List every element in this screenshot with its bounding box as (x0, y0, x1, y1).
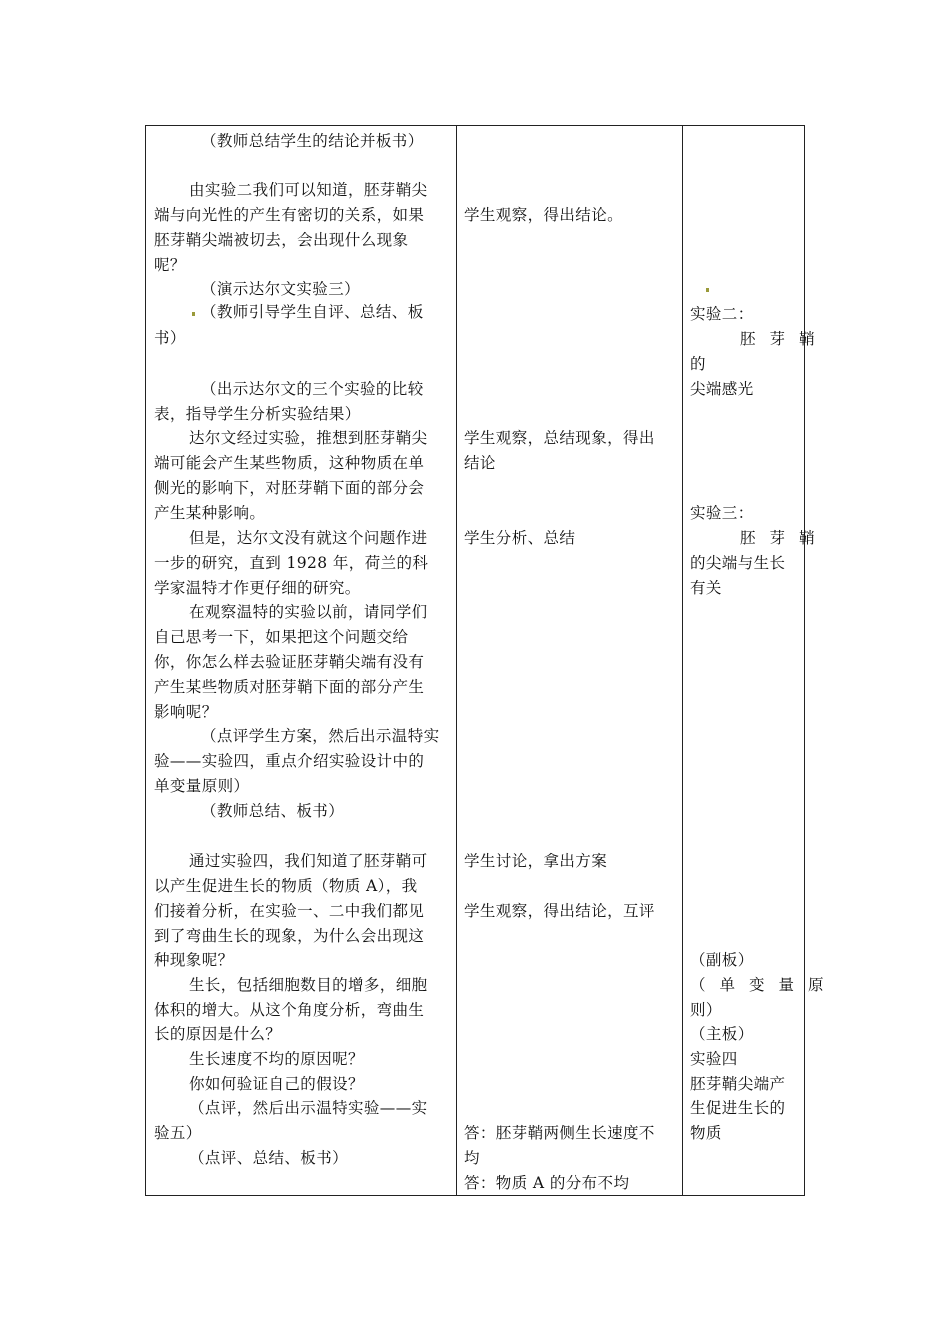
teacher-text-line: （出示达尔文的三个实验的比较 (201, 380, 424, 398)
student-text-line: 答：胚芽鞘两侧生长速度不 (464, 1124, 655, 1142)
student-text-line: 学生观察，得出结论，互评 (464, 902, 655, 920)
teacher-text-line: 在观察温特的实验以前，请同学们 (189, 603, 428, 621)
board-text-line: 的 (690, 355, 706, 373)
teacher-text-line: 通过实验四，我们知道了胚芽鞘可 (189, 852, 428, 870)
teacher-text-line: 生长，包括细胞数目的增多，细胞 (189, 976, 428, 994)
student-text-line: 均 (464, 1149, 480, 1167)
student-text-line: 学生观察，总结现象，得出 (464, 429, 655, 447)
board-text-line: 有关 (690, 579, 722, 597)
teacher-text-line: 学家温特才作更仔细的研究。 (154, 579, 361, 597)
teacher-text-line: （教师引导学生自评、总结、板 (201, 303, 424, 321)
board-text-line: 胚芽鞘 (740, 529, 829, 547)
teacher-text-line: 种现象呢？ (154, 951, 234, 969)
student-text-line: 学生分析、总结 (464, 529, 576, 547)
teacher-text-line: 书） (154, 329, 186, 347)
teacher-text-line: 到了弯曲生长的现象，为什么会出现这 (154, 927, 425, 945)
student-activity-column (456, 126, 682, 1195)
student-text-line: 学生观察，得出结论。 (464, 206, 624, 224)
teacher-text-line: 影响呢？ (154, 703, 218, 721)
board-text-line: 实验二： (690, 305, 754, 323)
mark-dot (706, 288, 709, 292)
teacher-text-line: （教师总结学生的结论并板书） (201, 132, 424, 150)
board-text-line: （单变量原 (690, 976, 838, 994)
teacher-activity-column (146, 126, 456, 1195)
board-text-line: 则） (690, 1001, 722, 1019)
teacher-text-line: 产生某种影响。 (154, 504, 266, 522)
teacher-text-line: 生长速度不均的原因呢？ (189, 1050, 364, 1068)
teacher-text-line: 产生某些物质对胚芽鞘下面的部分产生 (154, 678, 425, 696)
teacher-text-line: 们接着分析，在实验一、二中我们都见 (154, 902, 425, 920)
board-text-line: 生促进生长的 (690, 1099, 786, 1117)
teacher-text-line: 端与向光性的产生有密切的关系，如果 (154, 206, 425, 224)
teacher-text-line: 体积的增大。从这个角度分析，弯曲生 (154, 1001, 425, 1019)
board-text-line: 实验四 (690, 1050, 738, 1068)
teacher-text-line: 一步的研究，直到 1928 年，荷兰的科 (154, 554, 429, 572)
teacher-text-line: 自己思考一下，如果把这个问题交给 (154, 628, 409, 646)
teacher-text-line: （演示达尔文实验三） (201, 280, 361, 298)
board-text-line: 胚芽鞘 (740, 330, 829, 348)
teacher-text-line: 表，指导学生分析实验结果） (154, 405, 361, 423)
teacher-text-line: 呢？ (154, 256, 186, 274)
teacher-text-line: 端可能会产生某些物质，这种物质在单 (154, 454, 425, 472)
board-text-line: 尖端感光 (690, 380, 754, 398)
teacher-text-line: 以产生促进生长的物质（物质 A），我 (154, 877, 418, 895)
board-text-line: 的尖端与生长 (690, 554, 786, 572)
teacher-text-line: （点评、总结、板书） (189, 1149, 349, 1167)
teacher-text-line: 单变量原则） (154, 777, 250, 795)
teacher-text-line: 但是，达尔文没有就这个问题作进 (189, 529, 428, 547)
teacher-text-line: 验五） (154, 1124, 202, 1142)
teacher-text-line: 验——实验四，重点介绍实验设计中的 (154, 752, 425, 770)
teacher-text-line: 侧光的影响下，对胚芽鞘下面的部分会 (154, 479, 425, 497)
teacher-text-line: 由实验二我们可以知道，胚芽鞘尖 (189, 181, 428, 199)
student-text-line: 结论 (464, 454, 496, 472)
teacher-text-line: （点评学生方案，然后出示温特实 (201, 727, 440, 745)
board-text-line: 胚芽鞘尖端产 (690, 1075, 786, 1093)
teacher-text-line: （教师总结、板书） (201, 802, 345, 820)
board-text-line: （副板） (690, 951, 754, 969)
student-text-line: 学生讨论，拿出方案 (464, 852, 608, 870)
teacher-text-line: 胚芽鞘尖端被切去，会出现什么现象 (154, 231, 409, 249)
teacher-text-line: 你如何验证自己的假设？ (189, 1075, 364, 1093)
board-text-line: 实验三： (690, 504, 754, 522)
mark-dot (192, 312, 195, 316)
teacher-text-line: （点评，然后出示温特实验——实 (189, 1099, 428, 1117)
board-notes-column (682, 126, 838, 1195)
lesson-table (145, 125, 838, 1196)
teacher-text-line: 你，你怎么样去验证胚芽鞘尖端有没有 (154, 653, 425, 671)
teacher-text-line: 长的原因是什么？ (154, 1025, 282, 1043)
teacher-text-line: 达尔文经过实验，推想到胚芽鞘尖 (189, 429, 428, 447)
board-text-line: （主板） (690, 1025, 754, 1043)
student-text-line: 答：物质 A 的分布不均 (464, 1174, 630, 1192)
board-text-line: 物质 (690, 1124, 722, 1142)
